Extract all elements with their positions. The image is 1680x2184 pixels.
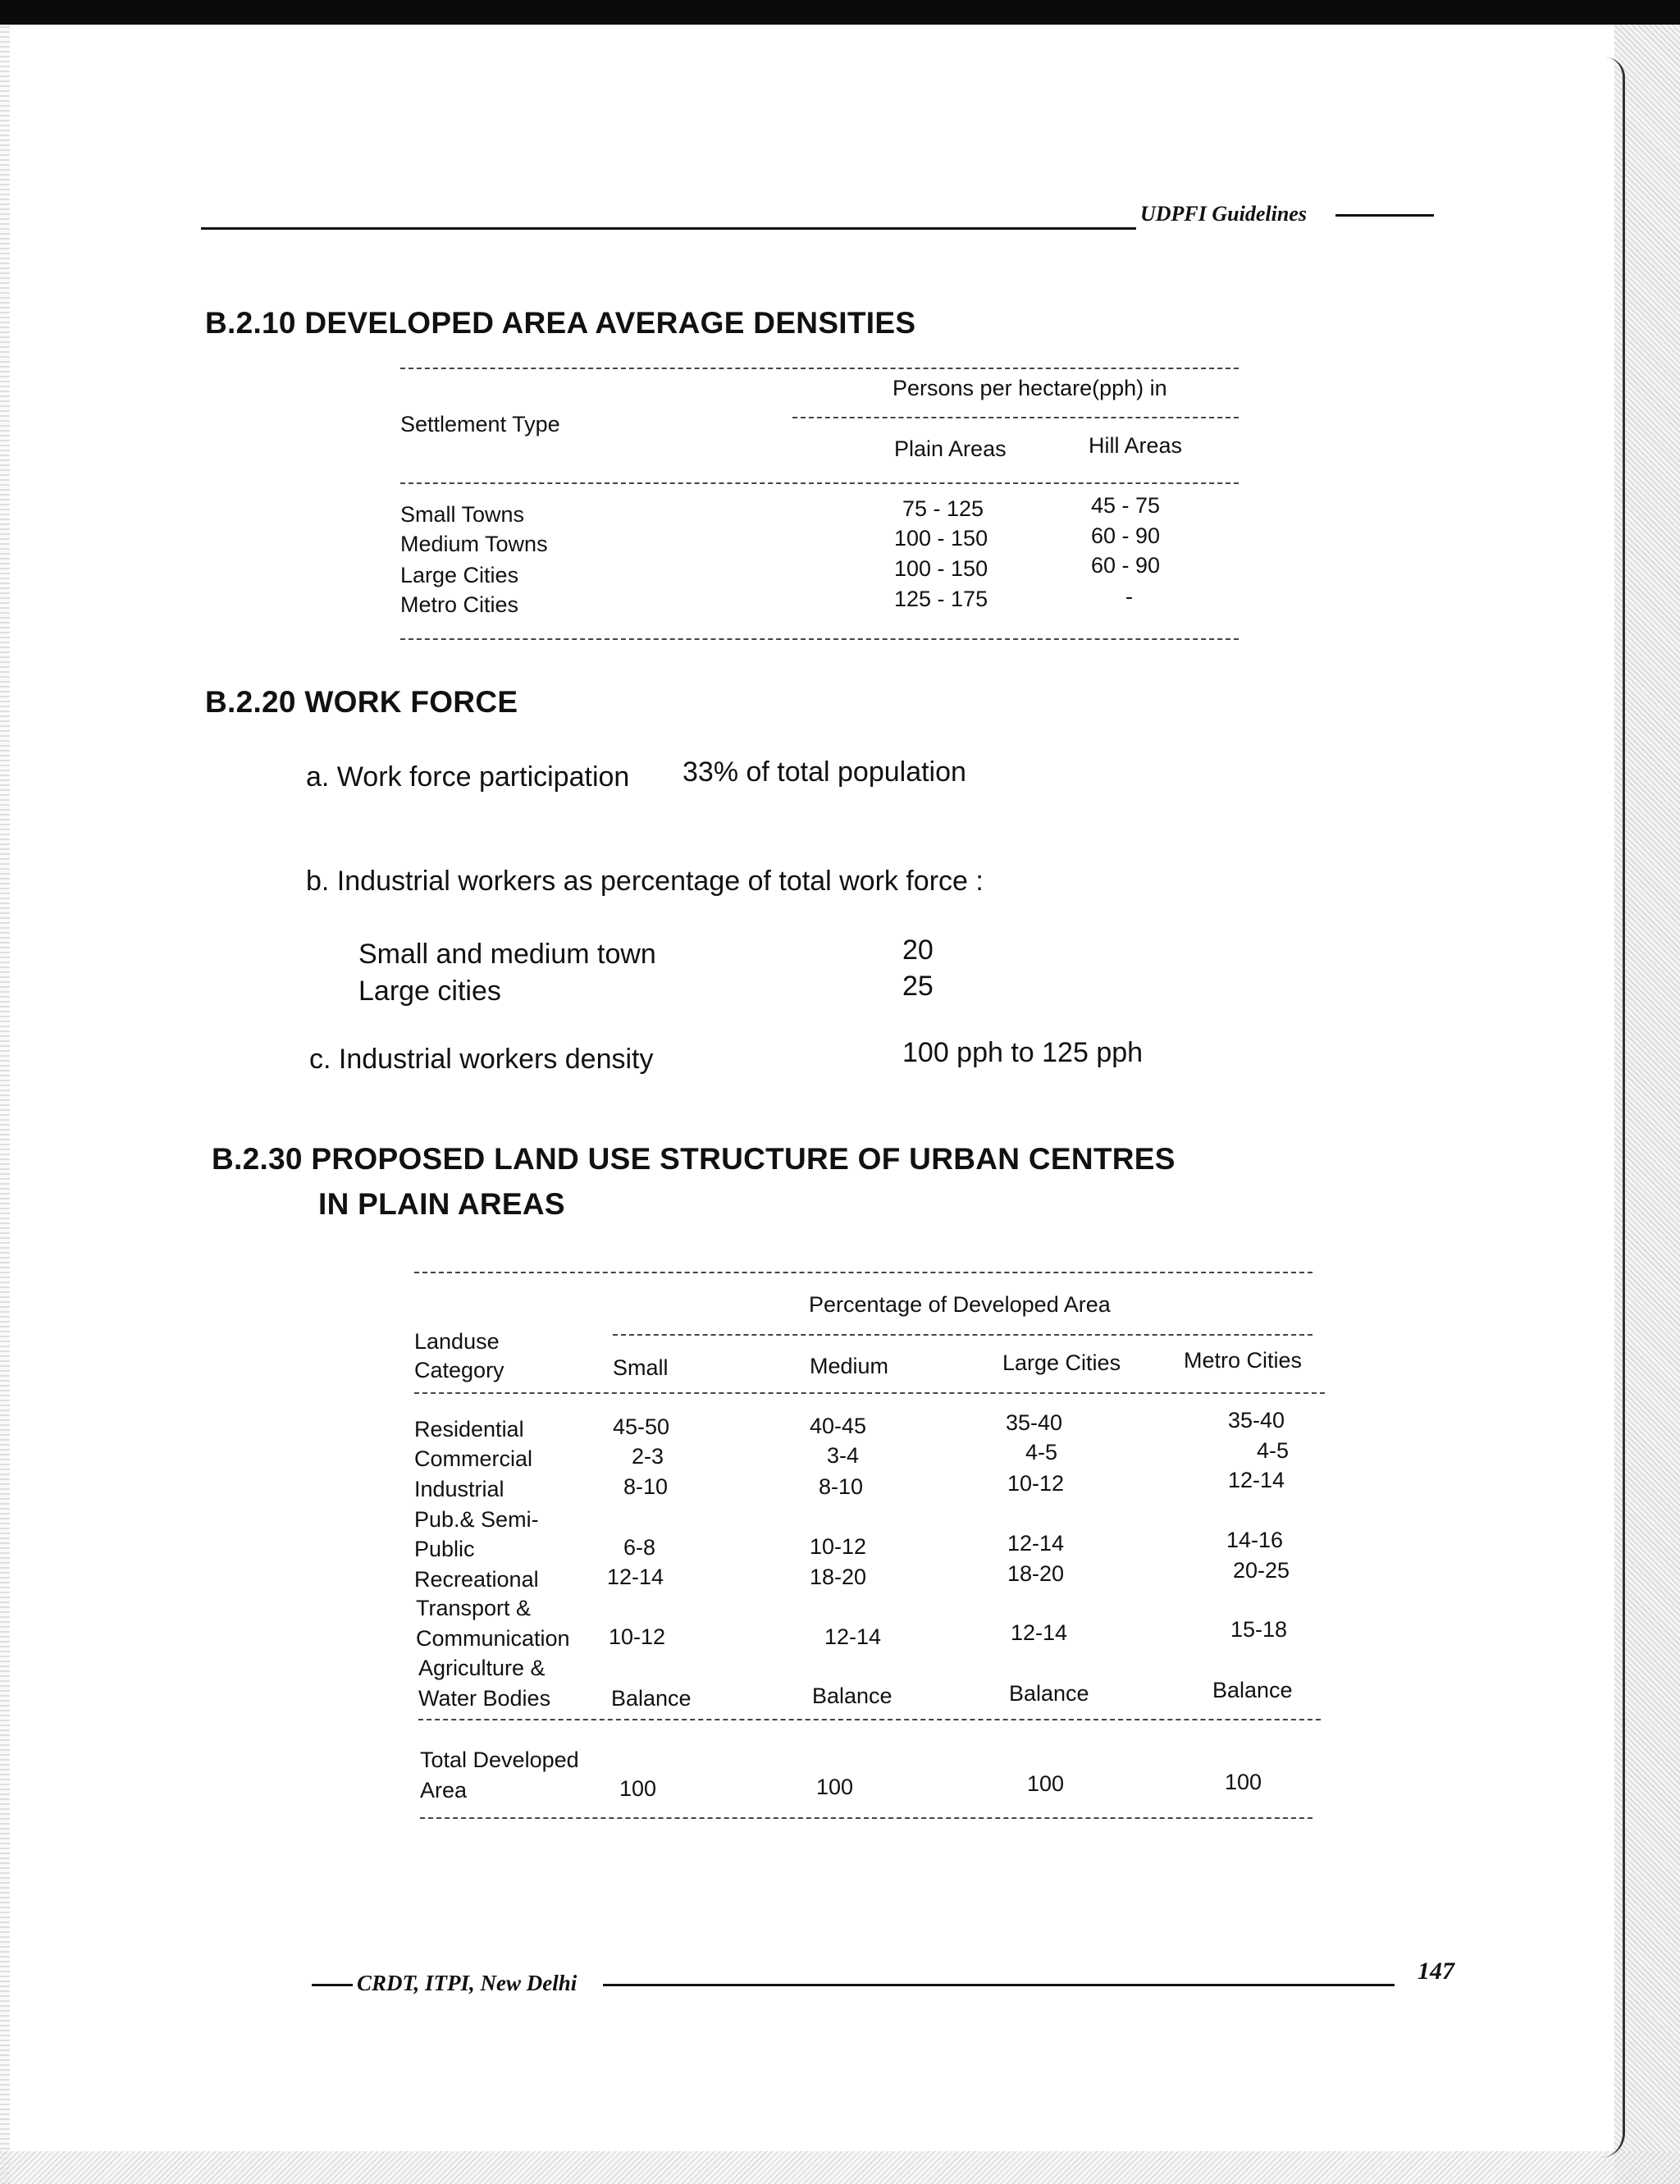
density-hill: -	[1125, 584, 1133, 609]
landuse-total-small: 100	[619, 1776, 657, 1801]
density-type: Medium Towns	[400, 532, 548, 556]
landuse-value-small: 10-12	[609, 1624, 666, 1649]
landuse-value-large: 4-5	[1025, 1440, 1058, 1464]
section-title-work-force: B.2.20 WORK FORCE	[205, 685, 518, 719]
landuse-value-medium: 40-45	[810, 1414, 867, 1438]
landuse-value-large: 18-20	[1007, 1561, 1065, 1586]
landuse-row-header-2: Category	[414, 1358, 504, 1382]
density-col-group: Persons per hectare(pph) in	[892, 376, 1167, 400]
scan-top-border	[0, 0, 1680, 25]
scan-left-noise	[0, 25, 10, 2184]
landuse-label: Agriculture &	[418, 1656, 546, 1680]
density-type: Small Towns	[400, 502, 525, 527]
landuse-value-small: 12-14	[607, 1565, 664, 1589]
table-rule-bottom	[400, 638, 1239, 640]
section-title-land-use: B.2.30 PROPOSED LAND USE STRUCTURE OF URBAN CENTRES	[212, 1142, 1176, 1176]
work-force-participation-value: 33% of total population	[682, 756, 966, 788]
density-hill: 60 - 90	[1091, 523, 1161, 548]
landuse-col-medium: Medium	[810, 1354, 889, 1378]
landuse-label: Transport &	[416, 1596, 532, 1620]
table-rule-group	[792, 417, 1239, 418]
landuse-col-large: Large Cities	[1002, 1350, 1121, 1375]
landuse-total-label: Total Developed	[420, 1748, 579, 1772]
density-col-hill: Hill Areas	[1089, 433, 1183, 458]
landuse-value-small: Balance	[611, 1686, 692, 1711]
landuse-col-group: Percentage of Developed Area	[809, 1292, 1111, 1317]
header-rule-left	[201, 227, 1136, 230]
landuse-value-metro: Balance	[1212, 1678, 1293, 1702]
section-title-densities: B.2.10 DEVELOPED AREA AVERAGE DENSITIES	[205, 306, 916, 340]
landuse-label: Recreational	[414, 1567, 539, 1592]
table-rule-total	[418, 1719, 1321, 1720]
landuse-value-small: 2-3	[632, 1444, 664, 1469]
landuse-value-large: 12-14	[1011, 1620, 1068, 1645]
industrial-workers-heading: b. Industrial workers as percentage of total work force :	[306, 866, 984, 897]
table-rule-header	[414, 1392, 1325, 1394]
industrial-density-value: 100 pph to 125 pph	[902, 1037, 1144, 1068]
landuse-value-medium: 18-20	[810, 1565, 867, 1589]
table-rule-top	[400, 368, 1239, 369]
landuse-value-large: 12-14	[1007, 1531, 1065, 1556]
landuse-value-medium: Balance	[812, 1684, 892, 1708]
landuse-total-metro: 100	[1225, 1770, 1262, 1794]
landuse-value-medium: 12-14	[824, 1624, 882, 1649]
industrial-share-label: Small and medium town	[358, 939, 656, 970]
landuse-value-medium: 3-4	[827, 1443, 860, 1468]
density-hill: 60 - 90	[1091, 553, 1161, 578]
landuse-value-metro: 35-40	[1228, 1408, 1285, 1432]
landuse-value-metro: 14-16	[1226, 1528, 1284, 1552]
landuse-col-small: Small	[613, 1355, 669, 1380]
table-rule-header	[400, 482, 1239, 484]
landuse-label: Commercial	[414, 1446, 533, 1471]
landuse-value-large: 35-40	[1006, 1410, 1063, 1435]
landuse-total-medium: 100	[816, 1775, 854, 1799]
page-number: 147	[1418, 1958, 1454, 1985]
landuse-value-metro: 12-14	[1228, 1468, 1285, 1492]
landuse-value-large: 10-12	[1007, 1471, 1065, 1496]
landuse-label: Residential	[414, 1417, 524, 1442]
landuse-value-medium: 10-12	[810, 1534, 867, 1559]
section-title-land-use-line2: IN PLAIN AREAS	[318, 1187, 565, 1221]
density-row-header: Settlement Type	[400, 412, 560, 436]
density-type: Large Cities	[400, 563, 519, 587]
industrial-density-label: c. Industrial workers density	[309, 1044, 654, 1075]
density-type: Metro Cities	[400, 592, 519, 617]
industrial-share-value: 25	[902, 971, 934, 1002]
landuse-value-small: 8-10	[623, 1474, 669, 1499]
landuse-total-label-line2: Area	[420, 1778, 468, 1802]
landuse-value-small: 45-50	[613, 1414, 670, 1439]
footer-publisher: CRDT, ITPI, New Delhi	[357, 1971, 578, 1995]
density-plain: 125 - 175	[894, 587, 988, 611]
header-rule-right	[1335, 214, 1434, 217]
industrial-share-label: Large cities	[358, 975, 501, 1007]
landuse-value-metro: 20-25	[1233, 1558, 1290, 1583]
density-plain: 75 - 125	[902, 496, 984, 521]
landuse-value-large: Balance	[1009, 1681, 1089, 1706]
landuse-col-metro: Metro Cities	[1184, 1348, 1303, 1373]
footer-rule-left	[312, 1984, 353, 1986]
landuse-label: Industrial	[414, 1477, 504, 1501]
scan-bottom-noise	[0, 2151, 1680, 2184]
landuse-row-header-1: Landuse	[414, 1329, 500, 1354]
density-col-plain: Plain Areas	[894, 436, 1007, 461]
landuse-value-small: 6-8	[623, 1535, 656, 1560]
landuse-label-line2: Water Bodies	[418, 1686, 551, 1711]
work-force-participation-label: a. Work force participation	[306, 761, 630, 793]
landuse-value-metro: 4-5	[1257, 1438, 1290, 1463]
table-rule-bottom	[420, 1817, 1312, 1819]
industrial-share-value: 20	[902, 934, 934, 966]
density-plain: 100 - 150	[894, 556, 988, 581]
table-rule-top	[414, 1272, 1312, 1273]
landuse-label-line2: Communication	[416, 1626, 570, 1651]
landuse-total-large: 100	[1027, 1771, 1065, 1796]
table-rule-group	[613, 1334, 1312, 1336]
landuse-label: Pub.& Semi-	[414, 1507, 539, 1532]
density-hill: 45 - 75	[1091, 493, 1161, 518]
page-edge	[1600, 57, 1625, 2158]
landuse-label-line2: Public	[414, 1537, 475, 1561]
landuse-value-medium: 8-10	[819, 1474, 864, 1499]
running-header: UDPFI Guidelines	[1140, 202, 1307, 226]
density-plain: 100 - 150	[894, 526, 988, 551]
landuse-value-metro: 15-18	[1230, 1617, 1288, 1642]
footer-rule-right	[603, 1984, 1395, 1986]
